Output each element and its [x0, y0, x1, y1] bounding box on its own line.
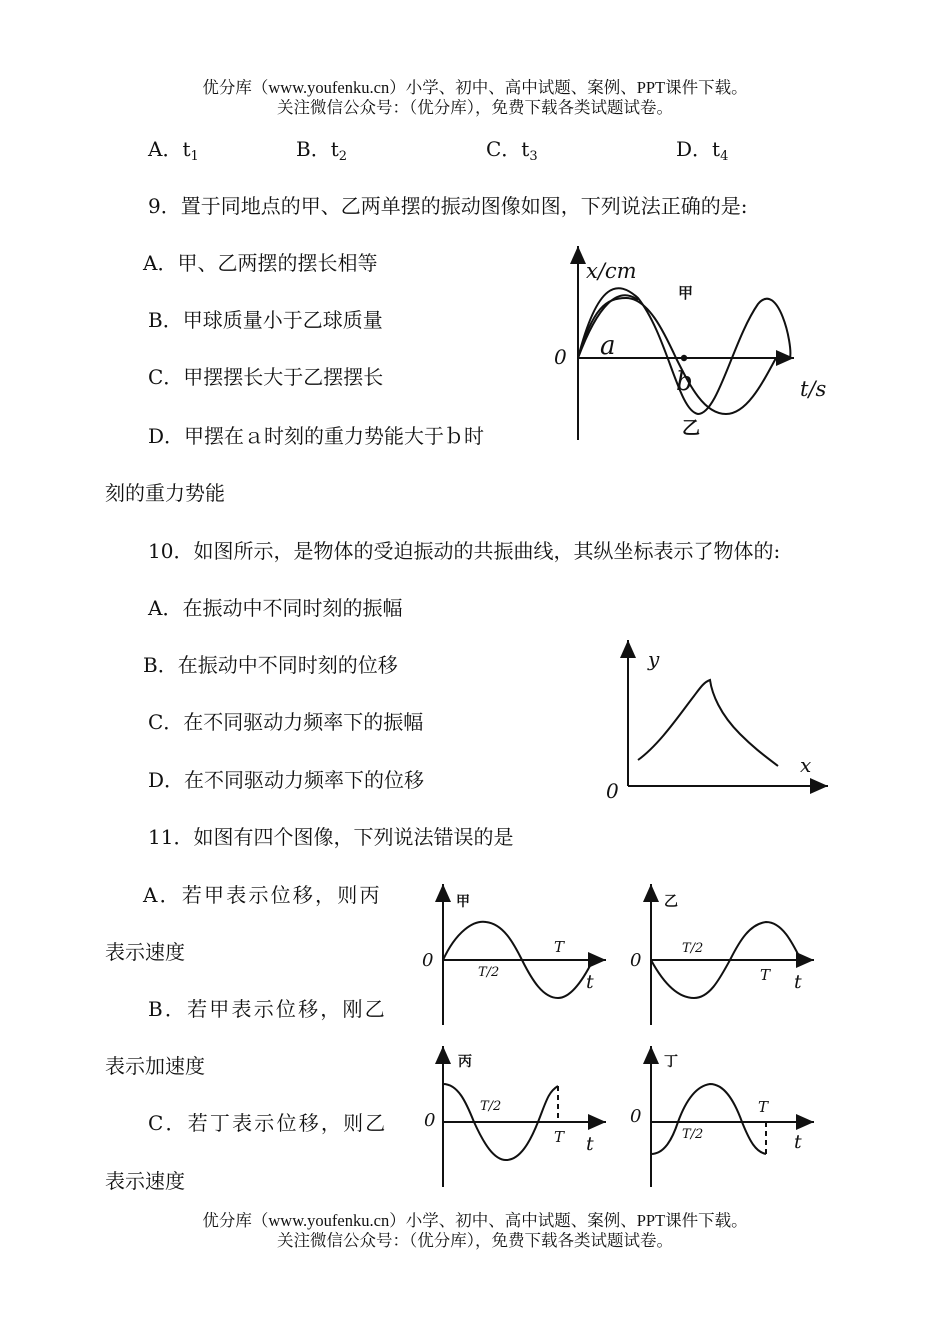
q9-label-a: a: [600, 331, 616, 361]
yi-half-period: T/2: [682, 941, 704, 956]
q9-option-b: B．甲球质量小于乙球质量: [148, 308, 383, 332]
q11-stem: 11．如图有四个图像，下列说法错误的是: [148, 825, 514, 849]
q8-option-a: A．$t_1$: [148, 137, 199, 164]
q11-option-c-cont: 表示速度: [105, 1169, 185, 1193]
ding-origin: 0: [630, 1106, 642, 1127]
q10-resonance-curve: [638, 680, 778, 766]
q11-option-c: C．若丁表示位移，则乙: [148, 1111, 388, 1135]
q11-graph-bing: [418, 1042, 618, 1192]
q8-option-b: B．$t_2$: [296, 137, 348, 164]
yi-period: T: [760, 966, 771, 984]
jia-t-label: t: [586, 971, 594, 993]
jia-period: T: [554, 938, 565, 956]
q11-graph-yi: [626, 880, 826, 1030]
ding-period: T: [758, 1098, 769, 1116]
yi-t-label: t: [794, 971, 802, 993]
footer-line-1: 优分库（www.youfenku.cn）小学、初中、高中试题、案例、PPT课件下载。: [202, 1211, 748, 1230]
q9-ylabel: x/cm: [586, 259, 637, 283]
footer-line-2: 关注微信公众号：（优分库），免费下载各类试题试卷。: [277, 1231, 673, 1250]
q11-option-a-cont: 表示速度: [105, 940, 185, 964]
jia-title: 甲: [456, 894, 470, 910]
q9-xlabel: t/s: [800, 377, 827, 401]
q9-label-b: b: [676, 367, 693, 397]
q10-option-a: A．在振动中不同时刻的振幅: [148, 596, 403, 620]
q9-origin: 0: [554, 345, 567, 369]
q9-label-yi: 乙: [682, 418, 700, 439]
q9-option-a: A．甲、乙两摆的摆长相等: [143, 251, 378, 275]
header-line-2: 关注微信公众号：（优分库），免费下载各类试题试卷。: [277, 98, 673, 117]
q9-point-b: [681, 355, 687, 361]
q9-figure: [548, 236, 848, 451]
header-line-1: 优分库（www.youfenku.cn）小学、初中、高中试题、案例、PPT课件下载。: [202, 78, 748, 97]
bing-t-label: t: [586, 1133, 594, 1155]
jia-half-period: T/2: [478, 965, 500, 980]
bing-origin: 0: [424, 1110, 436, 1131]
q11-option-b: B．若甲表示位移，刚乙: [148, 997, 387, 1021]
q8-option-c: C．$t_3$: [486, 137, 538, 164]
q9-label-jia: 甲: [678, 284, 694, 302]
q10-option-d: D．在不同驱动力频率下的位移: [148, 768, 425, 792]
ding-t-label: t: [794, 1131, 802, 1153]
q11-option-b-cont: 表示加速度: [105, 1054, 205, 1078]
ding-curve: [651, 1084, 766, 1154]
q10-xlabel: x: [800, 753, 812, 777]
q10-origin: 0: [606, 779, 619, 803]
ding-half-period: T/2: [682, 1127, 704, 1142]
q9-option-d-cont: 刻的重力势能: [105, 481, 225, 505]
jia-origin: 0: [422, 950, 434, 971]
bing-title: 丙: [458, 1054, 472, 1070]
yi-origin: 0: [630, 950, 642, 971]
q9-option-c: C．甲摆摆长大于乙摆摆长: [148, 365, 384, 389]
q8-option-d: D．$t_4$: [676, 137, 729, 164]
q11-graph-ding: [626, 1042, 826, 1192]
ding-title: 丁: [664, 1054, 678, 1070]
q10-option-c: C．在不同驱动力频率下的振幅: [148, 710, 424, 734]
q11-graph-jia: [418, 880, 618, 1030]
q9-stem: 9．置于同地点的甲、乙两单摆的振动图像如图，下列说法正确的是:: [148, 194, 748, 218]
q9-option-d: D．甲摆在ａ时刻的重力势能大于ｂ时: [148, 424, 485, 448]
yi-title: 乙: [664, 894, 678, 910]
q10-stem: 10．如图所示，是物体的受迫振动的共振曲线，其纵坐标表示了物体的:: [148, 539, 781, 563]
q10-figure: [600, 634, 850, 804]
bing-period: T: [554, 1128, 565, 1146]
bing-half-period: T/2: [480, 1099, 502, 1114]
q10-option-b: B．在振动中不同时刻的位移: [143, 653, 398, 677]
q10-ylabel: y: [648, 647, 660, 671]
q11-option-a: A．若甲表示位移，则丙: [143, 883, 382, 907]
